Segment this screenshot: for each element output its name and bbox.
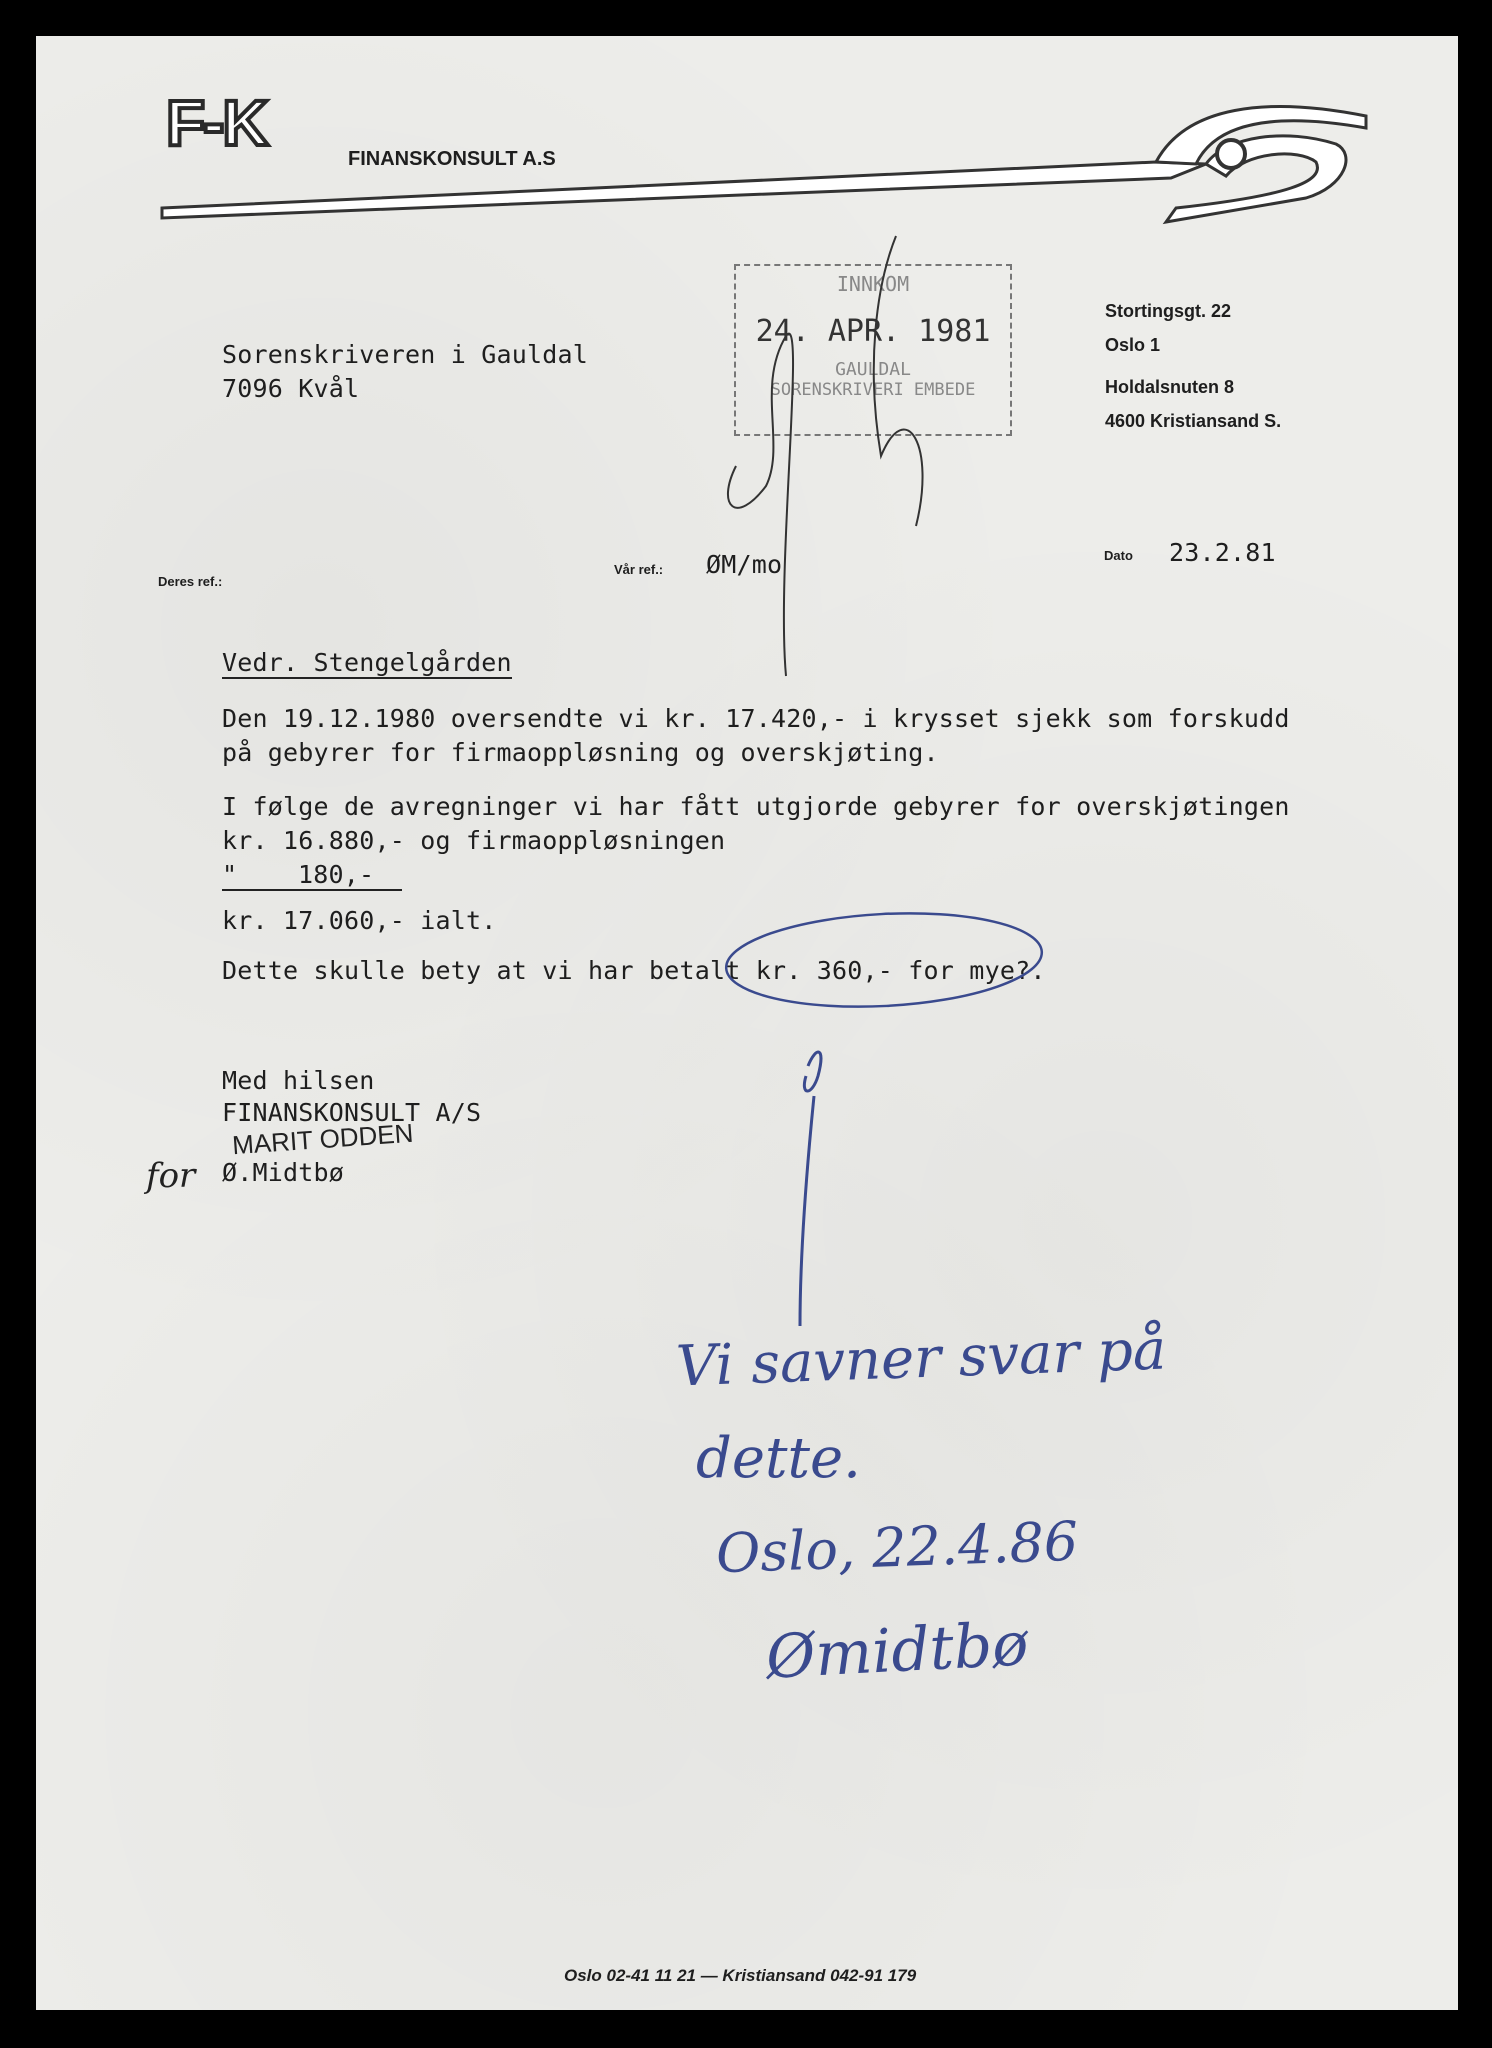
letter-page	[36, 36, 1458, 2010]
paragraph-2-line-3: " 180,-	[222, 860, 402, 891]
paragraph-1-line-2: på gebyrer for firmaoppløsning og overskjøting.	[222, 738, 939, 767]
dato-value: 23.2.81	[1169, 538, 1276, 567]
var-ref-label: Vår ref.:	[614, 562, 664, 577]
handwritten-note-line-3: Oslo, 22.4.86	[715, 1509, 1080, 1586]
letterhead-swoosh	[36, 36, 1458, 236]
paragraph-2-line-2: kr. 16.880,- og firmaoppløsningen	[222, 826, 726, 855]
handwritten-note-line-1: Vi savner svar på	[675, 1317, 1168, 1400]
paragraph-1-line-1: Den 19.12.1980 oversendte vi kr. 17.420,- i krysset sjekk som forskudd	[222, 704, 1290, 733]
address-oslo: Stortingsgt. 22 Oslo 1	[1105, 301, 1232, 355]
deres-ref-label: Deres ref.:	[158, 574, 223, 589]
paragraph-3: Dette skulle bety at vi har betalt kr. 360,- for mye?.	[222, 956, 1046, 985]
handwritten-arrow	[756, 1036, 836, 1336]
address-kristiansand: Holdalsnuten 8 4600 Kristiansand S.	[1105, 377, 1282, 431]
total-line: kr. 17.060,- ialt.	[222, 906, 497, 935]
footer-phone-numbers: Oslo 02-41 11 21 — Kristiansand 042-91 179	[564, 1966, 917, 1985]
closing-name: Ø.Midtbø	[222, 1158, 345, 1187]
circled-amount-mark	[716, 900, 1076, 1020]
closing-for: for	[146, 1156, 196, 1196]
paragraph-2-line-1: I følge de avregninger vi har fått utgjorde gebyrer for overskjøtingen	[222, 792, 1290, 821]
recipient-address: 7096 Kvål	[222, 374, 360, 403]
closing-signature: MARIT ODDEN	[231, 1117, 415, 1161]
received-stamp: INNKOM 24. APR. 1981 GAULDAL SORENSKRIVERI EMBEDE	[734, 264, 1012, 436]
logo-mark: F-K	[166, 87, 267, 159]
recipient-name: Sorenskriveren i Gauldal	[222, 340, 589, 369]
handwritten-note-line-2: dette.	[696, 1426, 861, 1491]
initials-scribble	[676, 226, 996, 686]
handwritten-signature: Ømidtbø	[764, 1609, 1030, 1693]
subject-line: Vedr. Stengelgården	[222, 648, 512, 677]
var-ref-value: ØM/mo	[706, 550, 783, 579]
closing-greeting: Med hilsen	[222, 1066, 375, 1095]
company-name: FINANSKONSULT A.S	[348, 148, 556, 170]
dato-label: Dato	[1104, 548, 1133, 563]
closing-company: FINANSKONSULT A/S	[222, 1098, 482, 1127]
